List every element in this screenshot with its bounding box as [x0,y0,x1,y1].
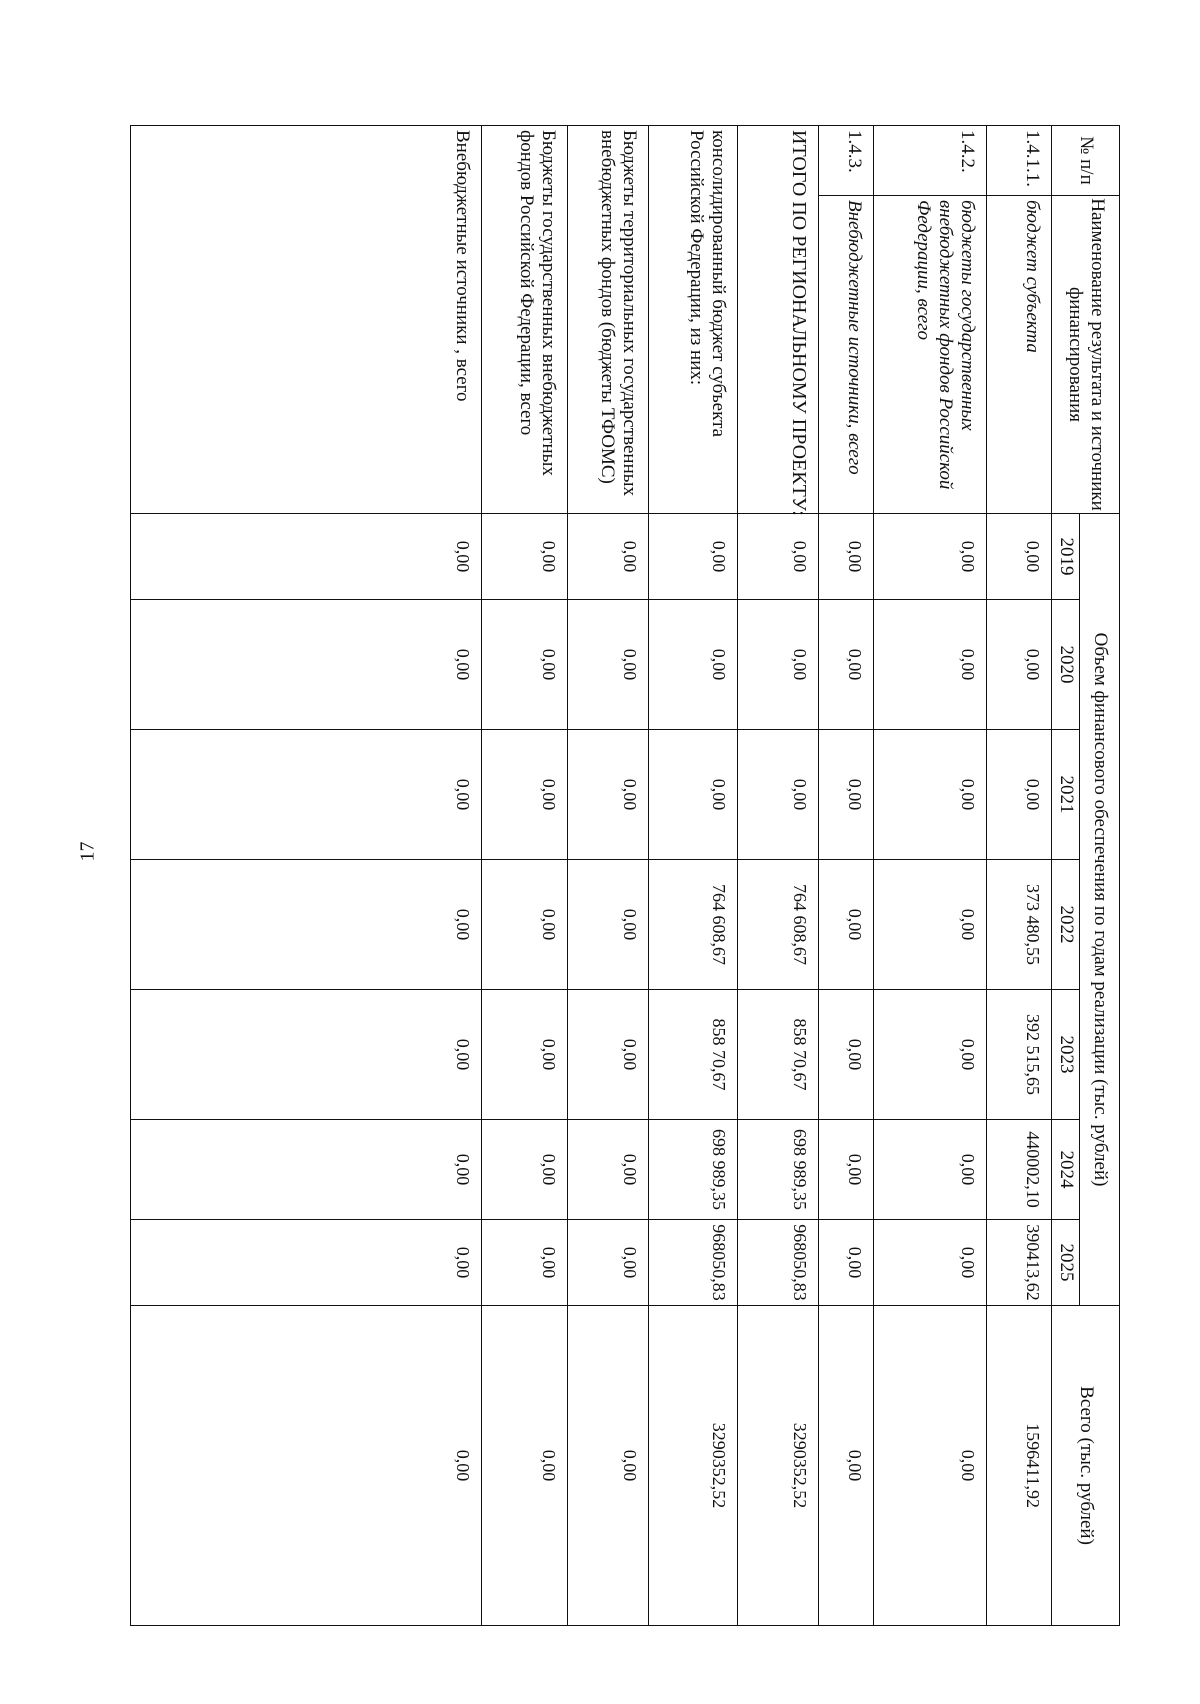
table-row [649,126,738,1626]
year-value: 0,00 [986,600,1051,730]
row-name: бюджеты государственных внебюджетных фондов Российской Федерации, всего [874,196,987,514]
row-total: 0,00 [131,1306,482,1626]
table-row [131,126,482,1626]
year-value: 0,00 [738,730,819,860]
table-row [481,126,567,1626]
header-year: 2021 [1052,730,1080,860]
year-value: 0,00 [481,990,567,1120]
year-value: 440002,10 [986,1120,1051,1220]
row-name: Бюджеты государственных внебюджетных фондов Российской Федерации, всего [481,126,567,514]
year-value: 0,00 [819,990,874,1120]
row-total: 3290352,52 [649,1306,738,1626]
year-value: 0,00 [481,600,567,730]
row-name: консолидированный бюджет субъекта Российской Федерации, из них: [649,126,738,514]
year-value: 0,00 [986,514,1051,600]
year-value: 698 989,35 [738,1120,819,1220]
row-total: 0,00 [481,1306,567,1626]
year-value: 0,00 [481,514,567,600]
year-value: 0,00 [738,600,819,730]
year-value: 0,00 [481,730,567,860]
year-value: 858 70,67 [649,990,738,1120]
year-value: 390413,62 [986,1220,1051,1306]
year-value: 0,00 [874,514,987,600]
year-value: 0,00 [568,600,649,730]
year-value: 0,00 [819,600,874,730]
row-total: 3290352,52 [738,1306,819,1626]
row-name: Бюджеты территориальных государственных внебюджетных фондов (бюджеты ТФОМС) [568,126,649,514]
financing-table [130,125,1120,1626]
year-value: 0,00 [131,1220,482,1306]
year-value: 0,00 [481,1220,567,1306]
year-value: 0,00 [738,514,819,600]
year-value: 0,00 [131,730,482,860]
table-row [819,126,874,1626]
row-name: Внебюджетные источники , всего [131,126,482,514]
year-value: 0,00 [819,1220,874,1306]
year-value: 968050,83 [738,1220,819,1306]
header-num: № п/п [1052,126,1120,196]
year-value: 0,00 [568,730,649,860]
row-number: 1.4.1.1. [986,126,1051,196]
year-value: 0,00 [649,600,738,730]
year-value: 0,00 [874,730,987,860]
row-number: 1.4.2. [874,126,987,196]
year-value: 0,00 [131,1120,482,1220]
year-value: 0,00 [874,600,987,730]
header-volume: Объем финансового обеспечения по годам реализации (тыс. рублей) [1080,514,1120,1306]
year-value: 0,00 [874,860,987,990]
year-value: 392 515,65 [986,990,1051,1120]
row-name: Внебюджетные источники, всего [819,196,874,514]
year-value: 0,00 [568,860,649,990]
header-year: 2025 [1052,1220,1080,1306]
year-value: 0,00 [819,514,874,600]
year-value: 0,00 [568,514,649,600]
year-value: 0,00 [819,730,874,860]
row-name: бюджет субъекта [986,196,1051,514]
year-value: 0,00 [131,600,482,730]
year-value: 0,00 [131,860,482,990]
header-name: Наименование результата и источники финансирования [1052,196,1120,514]
header-year: 2024 [1052,1120,1080,1220]
year-value: 0,00 [874,1220,987,1306]
table-row [986,126,1051,1626]
year-value: 0,00 [819,860,874,990]
year-value: 0,00 [649,514,738,600]
table-row [874,126,987,1626]
year-value: 0,00 [649,730,738,860]
year-value: 0,00 [568,1120,649,1220]
year-value: 0,00 [819,1120,874,1220]
year-value: 0,00 [986,730,1051,860]
year-value: 698 989,35 [649,1120,738,1220]
page-number: 17 [76,841,99,862]
year-value: 373 480,55 [986,860,1051,990]
row-total: 0,00 [874,1306,987,1626]
year-value: 968050,83 [649,1220,738,1306]
year-value: 858 70,67 [738,990,819,1120]
table-row [738,126,819,1626]
row-number: 1.4.3. [819,126,874,196]
year-value: 0,00 [874,990,987,1120]
year-value: 0,00 [568,1220,649,1306]
total-label: ИТОГО ПО РЕГИОНАЛЬНОМУ ПРОЕКТУ: [738,126,819,514]
table-row [568,126,649,1626]
year-value: 0,00 [568,990,649,1120]
header-year: 2019 [1052,514,1080,600]
row-total: 0,00 [568,1306,649,1626]
table-body [131,126,1052,1626]
row-total: 0,00 [819,1306,874,1626]
year-value: 764 608,67 [738,860,819,990]
year-value: 764 608,67 [649,860,738,990]
year-value: 0,00 [131,990,482,1120]
year-value: 0,00 [481,860,567,990]
year-value: 0,00 [874,1120,987,1220]
financing-table-rotated [130,125,1120,1625]
header-year: 2020 [1052,600,1080,730]
year-value: 0,00 [481,1120,567,1220]
row-total: 1596411,92 [986,1306,1051,1626]
header-year: 2023 [1052,990,1080,1120]
header-total: Всего (тыс. рублей) [1052,1306,1120,1626]
header-year: 2022 [1052,860,1080,990]
year-value: 0,00 [131,514,482,600]
